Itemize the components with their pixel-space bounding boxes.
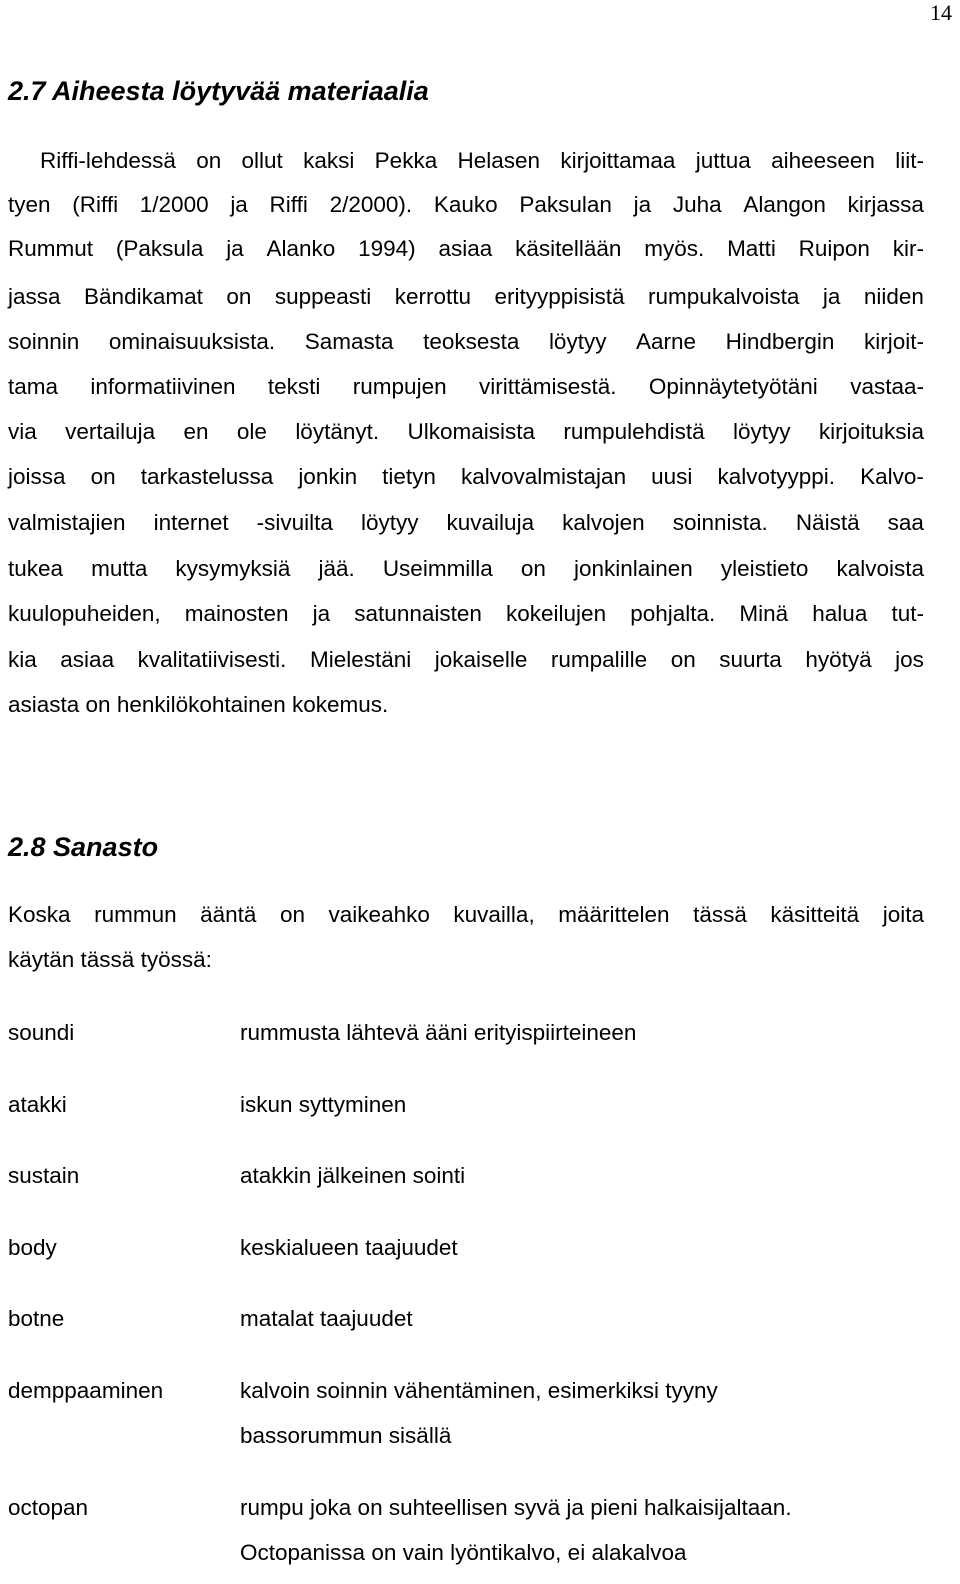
word: kaksi xyxy=(303,148,355,173)
paragraph-line xyxy=(40,148,924,174)
word: tama xyxy=(8,374,59,399)
word: löytänyt. xyxy=(295,419,380,444)
word: yleistieto xyxy=(720,556,809,581)
word: hyötyä xyxy=(805,647,872,672)
word: kirjassa xyxy=(847,192,924,217)
word: aiheeseen xyxy=(771,148,875,173)
word: Koska xyxy=(8,902,71,927)
word: halua xyxy=(812,601,868,626)
word: on xyxy=(279,902,306,927)
glossary-definition: matalat taajuudet xyxy=(240,1306,413,1331)
word: Riffi-lehdessä xyxy=(40,148,176,173)
word: kalvotyyppi. xyxy=(717,464,836,489)
word: löytyy xyxy=(360,510,419,535)
word: jonkinlainen xyxy=(573,556,693,581)
word: en xyxy=(183,419,209,444)
word: kerrottu xyxy=(394,284,471,309)
word: juttua xyxy=(695,148,751,173)
word: mutta xyxy=(91,556,148,581)
word: uusi xyxy=(651,464,693,489)
word: ja xyxy=(633,192,652,217)
word: kir- xyxy=(892,236,924,261)
word: tarkastelussa xyxy=(140,464,274,489)
word: ja xyxy=(230,192,248,217)
word: kirjoit- xyxy=(863,329,924,354)
word: Hindbergin xyxy=(725,329,835,354)
word: Helasen xyxy=(457,148,541,173)
word: kvalitatiivisesti. xyxy=(137,647,287,672)
word: rumpujen xyxy=(352,374,447,399)
word: ja xyxy=(226,236,244,261)
word: on xyxy=(226,284,252,309)
word: Riffi xyxy=(269,192,308,217)
paragraph-line xyxy=(8,419,924,445)
glossary-definition: Octopanissa on vain lyöntikalvo, ei alakalvoa xyxy=(240,1540,687,1565)
word: jassa xyxy=(8,284,61,309)
word: jää. xyxy=(318,556,355,581)
word: 2/2000). xyxy=(329,192,413,217)
word: ja xyxy=(312,601,331,626)
word: kirjoituksia xyxy=(818,419,924,444)
word: tässä xyxy=(693,902,747,927)
word: virittämisestä. xyxy=(479,374,617,399)
word: Aarne xyxy=(636,329,697,354)
line-text: asiasta on henkilökohtainen kokemus. xyxy=(8,692,389,717)
word: jonkin xyxy=(298,464,358,489)
paragraph-line xyxy=(8,556,924,582)
word: ääntä xyxy=(200,902,257,927)
paragraph-line xyxy=(8,692,924,718)
word: kuulopuheiden, xyxy=(8,601,161,626)
word: vastaa- xyxy=(850,374,924,399)
word: pohjalta. xyxy=(630,601,716,626)
word: on xyxy=(520,556,546,581)
word: joissa xyxy=(8,464,66,489)
word: on xyxy=(670,647,696,672)
word: Alanko xyxy=(266,236,336,261)
word: kalvovalmistajan xyxy=(461,464,627,489)
paragraph-line xyxy=(8,647,924,673)
word: löytyy xyxy=(548,329,607,354)
word: ole xyxy=(236,419,267,444)
glossary-term: demppaaminen xyxy=(8,1378,164,1403)
intro-line xyxy=(8,902,924,928)
glossary-definition: rumpu joka on suhteellisen syvä ja pieni halkaisijaltaan. xyxy=(240,1495,792,1520)
intro-line xyxy=(8,947,924,973)
word: myös. xyxy=(644,236,705,261)
word: määrittelen xyxy=(558,902,670,927)
word: Rummut xyxy=(8,236,94,261)
word: tyen xyxy=(8,192,51,217)
word: Useimmilla xyxy=(382,556,493,581)
word: käsitteitä xyxy=(770,902,860,927)
word: 1994) xyxy=(358,236,416,261)
word: tietyn xyxy=(382,464,436,489)
word: asiaa xyxy=(60,647,115,672)
glossary-definition: keskialueen taajuudet xyxy=(240,1235,458,1260)
word: rumpukalvoista xyxy=(648,284,800,309)
word: kuvailuja xyxy=(446,510,535,535)
word: vertailuja xyxy=(65,419,156,444)
word: soinnista. xyxy=(672,510,768,535)
glossary-term: octopan xyxy=(8,1495,89,1520)
word: rumpulehdistä xyxy=(563,419,705,444)
word: kirjoittamaa xyxy=(560,148,676,173)
word: Näistä xyxy=(795,510,860,535)
word: kysymyksiä xyxy=(175,556,291,581)
word: kalvojen xyxy=(562,510,645,535)
paragraph-line xyxy=(8,601,924,627)
glossary-definition: iskun syttyminen xyxy=(240,1092,407,1117)
paragraph-line xyxy=(8,284,924,310)
word: niiden xyxy=(863,284,924,309)
word: teoksesta xyxy=(423,329,520,354)
word: satunnaisten xyxy=(354,601,482,626)
word: Paksulan xyxy=(519,192,612,217)
word: Samasta xyxy=(304,329,394,354)
word: tukea xyxy=(8,556,64,581)
paragraph-line xyxy=(8,329,924,355)
section-heading-2-7: 2.7 Aiheesta löytyvää materiaalia xyxy=(8,76,429,106)
glossary-definition: bassorummun sisällä xyxy=(240,1423,452,1448)
word: Minä xyxy=(739,601,789,626)
paragraph-line xyxy=(8,236,924,262)
word: Opinnäytetyötäni xyxy=(648,374,818,399)
word: Alangon xyxy=(743,192,826,217)
word: 1/2000 xyxy=(139,192,209,217)
word: rumpalille xyxy=(550,647,648,672)
word: (Paksula xyxy=(115,236,204,261)
paragraph-line xyxy=(8,510,924,536)
word: kuvailla, xyxy=(453,902,535,927)
line-text: käytän tässä työssä: xyxy=(8,947,212,972)
word: Juha xyxy=(672,192,722,217)
glossary-term: botne xyxy=(8,1306,65,1331)
word: tut- xyxy=(891,601,924,626)
word: käsitellään xyxy=(515,236,622,261)
word: kokeilujen xyxy=(506,601,607,626)
word: Kauko xyxy=(433,192,498,217)
paragraph-line xyxy=(8,464,924,490)
word: kalvoista xyxy=(836,556,924,581)
page-number: 14 xyxy=(930,0,952,25)
word: asiaa xyxy=(438,236,493,261)
word: soinnin xyxy=(8,329,80,354)
word: jokaiselle xyxy=(434,647,528,672)
word: teksti xyxy=(267,374,321,399)
word: informatiivinen xyxy=(90,374,236,399)
word: mainosten xyxy=(184,601,289,626)
word: internet xyxy=(153,510,229,535)
word: suppeasti xyxy=(274,284,372,309)
word: Pekka xyxy=(374,148,438,173)
word: (Riffi xyxy=(72,192,119,217)
word: ja xyxy=(822,284,841,309)
paragraph-line xyxy=(8,374,924,400)
word: Kalvo- xyxy=(860,464,924,489)
word: kia xyxy=(8,647,37,672)
word: ominaisuuksista. xyxy=(108,329,276,354)
glossary-term: soundi xyxy=(8,1020,75,1045)
word: saa xyxy=(887,510,924,535)
word: Bändikamat xyxy=(84,284,203,309)
word: rummun xyxy=(94,902,177,927)
word: Mielestäni xyxy=(309,647,412,672)
word: jos xyxy=(895,647,924,672)
glossary-definition: kalvoin soinnin vähentäminen, esimerkiksi tyyny xyxy=(240,1378,718,1403)
word: liit- xyxy=(895,148,924,173)
word: joita xyxy=(882,902,924,927)
word: ollut xyxy=(241,148,283,173)
word: valmistajien xyxy=(8,510,126,535)
word: löytyy xyxy=(733,419,791,444)
word: vaikeahko xyxy=(328,902,430,927)
glossary-term: sustain xyxy=(8,1163,80,1188)
word: Ruipon xyxy=(798,236,870,261)
glossary-definition: atakkin jälkeinen sointi xyxy=(240,1163,466,1188)
paragraph-line xyxy=(8,192,924,218)
word: Ulkomaisista xyxy=(407,419,535,444)
word: via xyxy=(8,419,37,444)
word: on xyxy=(196,148,222,173)
word: erityyppisistä xyxy=(494,284,625,309)
glossary-term: body xyxy=(8,1235,57,1260)
glossary-definition: rummusta lähtevä ääni erityispiirteineen xyxy=(240,1020,637,1045)
word: -sivuilta xyxy=(256,510,333,535)
glossary-term: atakki xyxy=(8,1092,67,1117)
section-heading-2-8: 2.8 Sanasto xyxy=(8,832,159,862)
word: Matti xyxy=(727,236,776,261)
word: on xyxy=(90,464,116,489)
word: suurta xyxy=(719,647,782,672)
